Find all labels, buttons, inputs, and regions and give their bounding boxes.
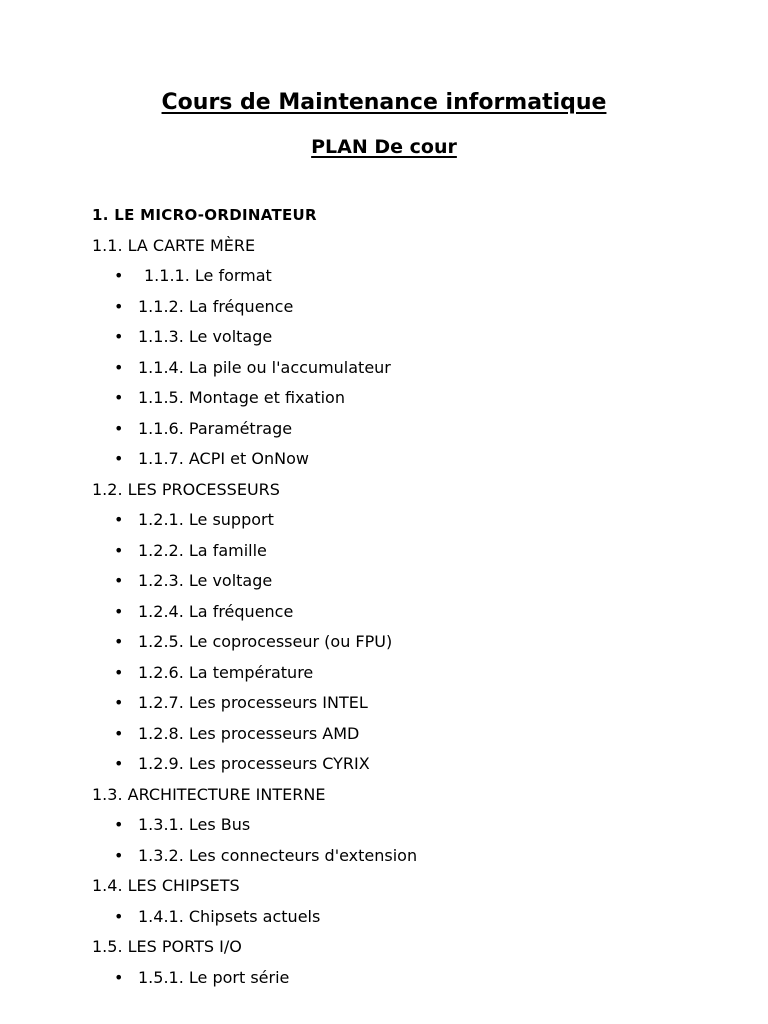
outline-item-label: 1.1.4. La pile ou l'accumulateur xyxy=(138,357,391,377)
outline-item-label: 1.2.4. La fréquence xyxy=(138,601,294,621)
bullet-icon: • xyxy=(114,540,124,560)
section-heading: 1.4. LES CHIPSETS xyxy=(92,876,240,895)
outline-item-label: 1.1.1. Le format xyxy=(144,266,272,285)
bullet-icon: • xyxy=(114,418,124,438)
outline-item-label: 1.3.2. Les connecteurs d'extension xyxy=(138,845,418,865)
bullet-icon: • xyxy=(114,662,124,682)
bullet-icon: • xyxy=(114,357,124,377)
section-heading: 1.3. ARCHITECTURE INTERNE xyxy=(92,784,326,804)
document-title: Cours de Maintenance informatique xyxy=(161,90,607,115)
bullet-icon: • xyxy=(114,693,124,712)
outline-item-label: 1.2.6. La température xyxy=(138,662,314,682)
outline-item xyxy=(92,597,732,628)
outline-item-label: 1.1.2. La fréquence xyxy=(138,296,294,316)
outline-item-label: 1.2.5. Le coprocesseur (ou FPU) xyxy=(138,632,393,651)
outline-item-label: 1.5.1. Le port série xyxy=(138,967,290,987)
outline-item xyxy=(92,566,732,597)
bullet-icon: • xyxy=(114,845,124,865)
bullet-icon: • xyxy=(114,327,124,346)
outline-item xyxy=(92,414,732,445)
bullet-icon: • xyxy=(114,510,124,529)
section-heading: 1.2. LES PROCESSEURS xyxy=(92,479,280,499)
bullet-icon: • xyxy=(114,296,124,316)
bullet-icon: • xyxy=(114,601,124,621)
outline-item xyxy=(92,322,732,353)
outline-item-label: 1.1.7. ACPI et OnNow xyxy=(138,449,309,468)
bullet-icon: • xyxy=(114,906,124,926)
bullet-icon: • xyxy=(114,754,124,773)
outline-item-label: 1.2.7. Les processeurs INTEL xyxy=(138,693,368,712)
outline-item xyxy=(92,841,732,872)
bullet-icon: • xyxy=(114,632,124,651)
outline-item-label: 1.2.8. Les processeurs AMD xyxy=(138,723,360,743)
section-heading: 1.5. LES PORTS I/O xyxy=(92,937,242,956)
outline-item xyxy=(92,353,732,384)
bullet-icon: • xyxy=(114,967,124,987)
outline-item xyxy=(92,688,732,719)
outline-item-label: 1.1.6. Paramétrage xyxy=(138,418,293,438)
outline-item xyxy=(92,505,732,536)
outline-item xyxy=(92,444,732,475)
outline-item-label: 1.4.1. Chipsets actuels xyxy=(138,906,321,926)
outline-item-label: 1.1.5. Montage et fixation xyxy=(138,388,345,407)
bullet-icon: • xyxy=(114,449,124,468)
chapter-heading: 1. LE MICRO-ORDINATEUR xyxy=(92,206,317,224)
outline-item xyxy=(92,749,732,780)
document-subtitle: PLAN De cour xyxy=(311,136,457,158)
outline-item-label: 1.2.1. Le support xyxy=(138,510,274,529)
outline-item xyxy=(92,902,732,933)
bullet-icon: • xyxy=(114,815,124,834)
outline-item-label: 1.1.3. Le voltage xyxy=(138,327,273,346)
bullet-icon: • xyxy=(114,571,124,590)
outline-item xyxy=(92,810,732,841)
outline-item-label: 1.3.1. Les Bus xyxy=(138,815,251,834)
outline-item xyxy=(92,719,732,750)
outline-item xyxy=(92,383,732,414)
outline-item xyxy=(92,627,732,658)
bullet-icon: • xyxy=(114,266,124,285)
outline-item xyxy=(92,536,732,567)
bullet-icon: • xyxy=(114,723,124,743)
outline-item xyxy=(92,292,732,323)
outline-item xyxy=(92,963,732,994)
bullet-icon: • xyxy=(114,388,124,407)
outline-item-label: 1.2.2. La famille xyxy=(138,540,267,560)
outline-item xyxy=(92,658,732,689)
outline-item xyxy=(92,261,732,292)
course-outline xyxy=(92,200,732,993)
outline-item-label: 1.2.3. Le voltage xyxy=(138,571,273,590)
outline-item-label: 1.2.9. Les processeurs CYRIX xyxy=(138,754,370,773)
section-heading: 1.1. LA CARTE MÈRE xyxy=(92,235,256,255)
